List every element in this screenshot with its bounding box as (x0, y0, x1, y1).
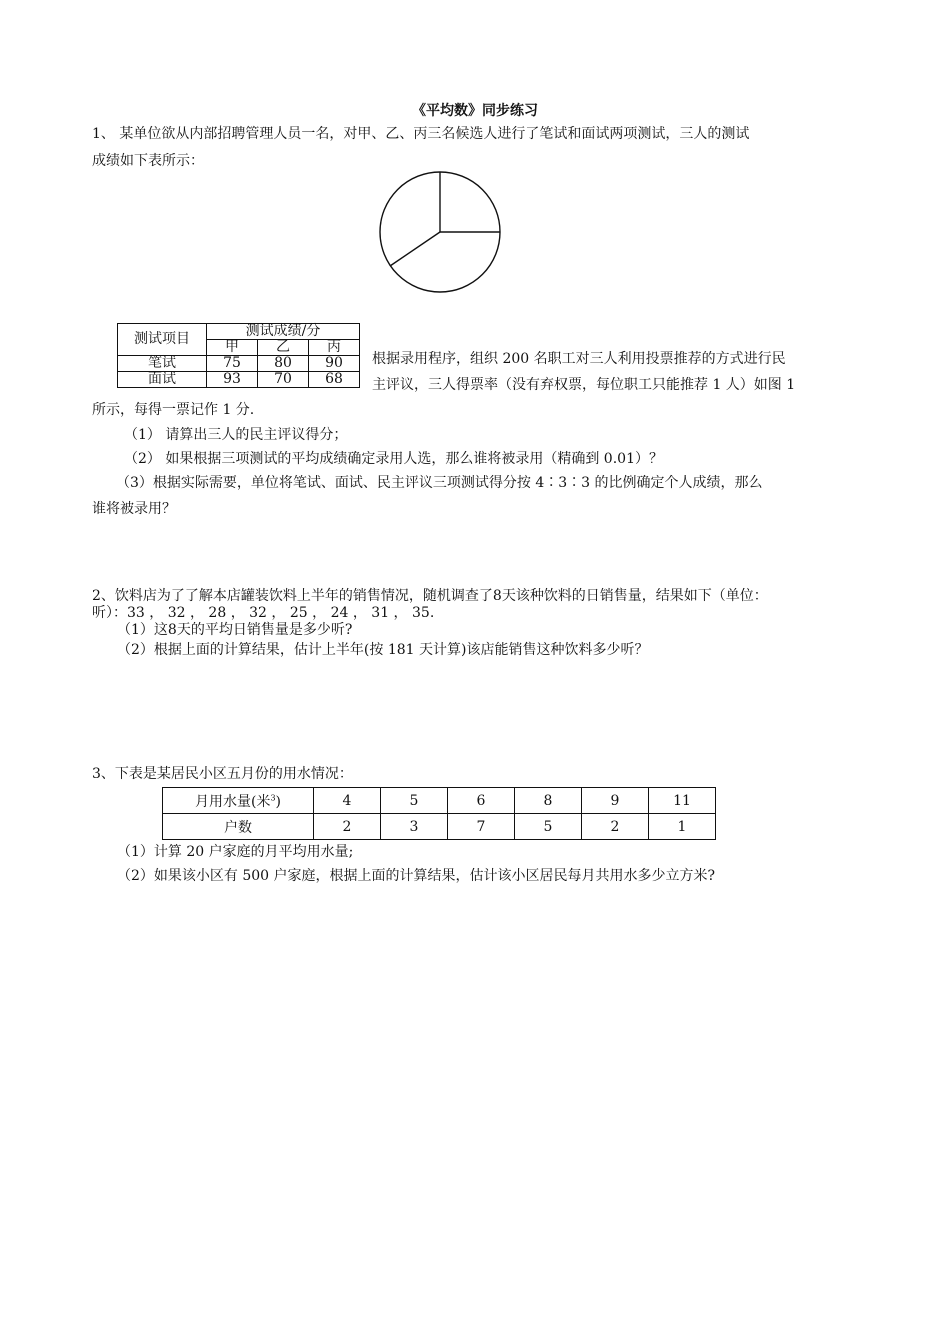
page-title: 《平均数》同步练习 (412, 103, 538, 119)
table-row (118, 372, 360, 388)
table-row (163, 814, 716, 840)
q3-intro: 3、下表是某居民小区五月份的用水情况： (92, 766, 353, 782)
pie-divider-lowerleft (390, 232, 440, 266)
water-table-cell: 7 (448, 814, 515, 840)
score-table-candidate: 甲 (207, 340, 258, 356)
q2-line1: 2、饮料店为了了解本店罐装饮料上半年的销售情况，随机调查了8天该种饮料的日销售量，结果如下（单位： (92, 588, 768, 604)
water-table-cell: 1 (649, 814, 716, 840)
q3-sub2: （2）如果该小区有 500 户家庭，根据上面的计算结果，估计该小区居民每月共用水多少立方米? (117, 868, 716, 884)
q1-side-line1: 根据录用程序，组织 200 名职工对三人利用投票推荐的方式进行民 (372, 351, 786, 367)
water-table-label-text: 月用水量(米 (194, 793, 271, 810)
water-table-cell: 8 (515, 788, 582, 814)
q2-line2: 听）：33 ， 32 ， 28 ， 32 ， 25 ， 24 ， 31 ， 35. (92, 605, 435, 621)
water-table-cell: 2 (314, 814, 381, 840)
q1-intro-line1: 1、 某单位欲从内部招聘管理人员一名，对甲、乙、丙三名候选人进行了笔试和面试两项测试，三人的测试 (92, 126, 750, 142)
score-table (117, 323, 360, 388)
score-table-candidate: 丙 (309, 340, 360, 356)
score-table-header-item: 测试项目 (118, 324, 207, 356)
water-table-label-sup: 3 (270, 792, 276, 802)
table-row (118, 356, 360, 372)
score-table-cell: 80 (258, 356, 309, 372)
water-table-cell: 6 (448, 788, 515, 814)
q1-side-line3: 所示，每得一票记作 1 分. (92, 402, 255, 418)
water-table-cell: 5 (381, 788, 448, 814)
water-table-cell: 9 (582, 788, 649, 814)
score-table-row-label: 笔试 (118, 356, 207, 372)
score-table-candidate: 乙 (258, 340, 309, 356)
q1-sub3-line1: （3）根据实际需要，单位将笔试、面试、民主评议三项测试得分按 4∶3∶3 的比例确定个人成绩，那么 (116, 475, 763, 491)
q1-sub1: （1） 请算出三人的民主评议得分； (124, 427, 348, 443)
water-table-cell: 11 (649, 788, 716, 814)
water-table-cell: 5 (515, 814, 582, 840)
q3-sub1: （1）计算 20 户家庭的月平均用水量; (117, 844, 354, 860)
score-table-cell: 68 (309, 372, 360, 388)
water-table-cell: 2 (582, 814, 649, 840)
q1-sub2: （2） 如果根据三项测试的平均成绩确定录用人选，那么谁将被录用（精确到 0.01）？ (124, 451, 663, 467)
pie-chart-figure (376, 170, 504, 294)
water-table-cell: 4 (314, 788, 381, 814)
score-table-row-label: 面试 (118, 372, 207, 388)
water-table-label: 户数 (163, 814, 314, 840)
water-table-label (163, 788, 314, 814)
q1-sub3-line2: 谁将被录用？ (92, 501, 176, 517)
water-table (162, 787, 716, 840)
q1-intro-line2: 成绩如下表所示： (92, 153, 204, 169)
score-table-header-score: 测试成绩/分 (207, 324, 360, 340)
q1-side-line2: 主评议，三人得票率（没有弃权票，每位职工只能推荐 1 人）如图 1 (372, 377, 796, 393)
score-table-cell: 75 (207, 356, 258, 372)
score-table-cell: 93 (207, 372, 258, 388)
q2-sub1: （1）这8天的平均日销售量是多少听? (117, 622, 353, 638)
score-table-cell: 90 (309, 356, 360, 372)
score-table-cell: 70 (258, 372, 309, 388)
water-table-label-close: ) (275, 793, 282, 810)
q2-sub2: （2）根据上面的计算结果，估计上半年(按 181 天计算)该店能销售这种饮料多少听？ (117, 642, 649, 658)
water-table-cell: 3 (381, 814, 448, 840)
table-row (163, 788, 716, 814)
